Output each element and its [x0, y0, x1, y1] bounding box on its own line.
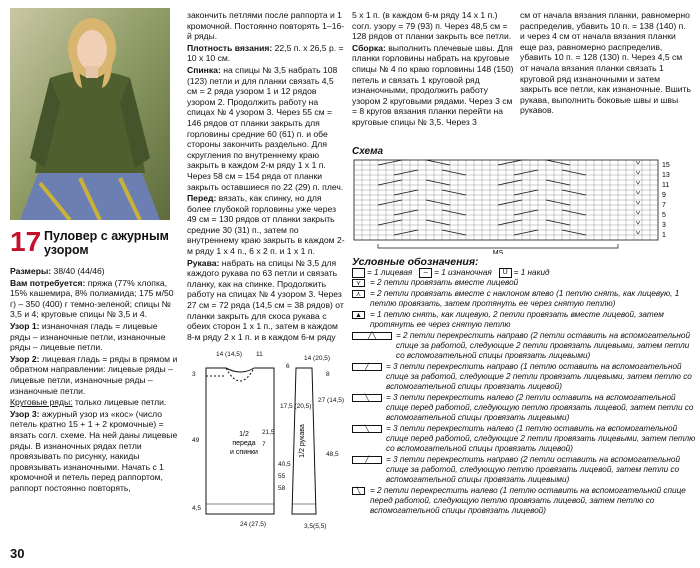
- cable-2-left-icon: ╲: [352, 487, 365, 495]
- chart-row-number: 1: [662, 232, 666, 239]
- pattern3-text: ажурный узор из «кос» (число петель кратно 15 + 1 + 2 кромочные) = вязать согл. схеме. На ней даны лицевые ряды. В изнаночных рядах петли провязывать по рисунку, накиды провязывать изнаночными. Начать с 1 кромочной и петель перед раппортом, раппорт постоянно повторять,: [10, 408, 178, 493]
- dimension-label: 48,5: [326, 451, 339, 458]
- dimension-label: 3,5(5,5): [304, 523, 327, 530]
- dimension-label: 24 (27,5): [240, 521, 267, 528]
- cable-3-left-alt-icon: ╲: [352, 425, 382, 433]
- dimension-label: 14 (20,5): [304, 355, 331, 362]
- dimension-label: 6: [286, 363, 290, 370]
- pattern2-label: Узор 2:: [10, 353, 40, 364]
- legend-k2tog: [352, 278, 697, 288]
- legend-c2l-text: = 2 петли перекрестить налево (1 петлю оставить на вспомогательной спице перед работой, следующую петлю провязать лицевой, затем петлю со вспомогательной спицы провязать лицевой): [370, 486, 686, 516]
- back-text: на спицы № 3,5 набрать 108 (123) петли и для планки связать 4,5 см = 2 ряда узором 1 и 12 рядов узором 2. Продолжить работу на спицах № 4 узором 3. Через 55 см = 146 рядов от планки закрыть для горловины средние 60 (61) п. и обе стороны закончить раздельно. Для скругления по внутреннему краю закрыть в каждом 2-м ряду 1 х 1 п. Через 58 см = 154 ряда от планки закрыть оставшиеся по 22 (29) п. плеч.: [187, 64, 344, 192]
- chart-grid: [352, 158, 682, 254]
- legend-s2kp-text: = 1 петлю снять, как лицевую, 2 петли провязать вместе лицевой, затем протянуть ее через снятую петлю: [370, 310, 664, 330]
- dimension-labels: [192, 351, 344, 530]
- sleeve-label: 1/2 рукава: [299, 424, 306, 458]
- dimension-label: 55: [278, 473, 286, 480]
- chart-row-number: 15: [662, 162, 670, 169]
- sleeves-label: Рукава:: [187, 257, 220, 268]
- rapport-bracket: [378, 244, 618, 248]
- chart-row-number: 5: [662, 212, 666, 219]
- chart-row-number: 7: [662, 202, 666, 209]
- column-4: [520, 10, 692, 117]
- legend-ssk: [352, 289, 697, 309]
- circular-text: только лицевые петли.: [74, 397, 167, 408]
- purl-icon: –: [419, 268, 432, 278]
- yarn-over-icon: U: [499, 268, 512, 278]
- front-text: вязать, как спинку, но для более глубокой горловины уже через 49 см = 130 рядов от планки закрыть средние 30 (31) п., затем по внутреннему краю закрыть в каждом 2-м ряду 1 х 4 п., 6 х 2 п. и 1 х 1 п.: [187, 193, 345, 257]
- circular-label: Круговые ряды:: [10, 397, 73, 408]
- dimension-label: 40,5: [278, 461, 291, 468]
- dimension-label: 17,5 (20,5): [280, 403, 312, 410]
- legend-c3l-text: = 3 петли перекрестить налево (2 петли оставить на вспомогательной спице перед работой, следующую петлю провязать лицевой, затем петли со вспомогательной спицы провязать лицевыми): [386, 393, 694, 423]
- chart-row-number: 11: [662, 182, 670, 189]
- dimension-label: 14 (14,5): [216, 351, 243, 358]
- legend-yo: = 1 накид: [513, 268, 550, 278]
- legend-c3r2-text: = 3 петли перекрестить направо (2 петли оставить на вспомогательной спице за работой, следующую петлю провязать лицевой, затем петли со вспомогательной спицы провязать лицевыми): [386, 455, 681, 485]
- pattern3-label: Узор 3:: [10, 408, 40, 419]
- legend-c3l2: [352, 424, 697, 454]
- page-number: 30: [10, 546, 25, 561]
- legend-c3r-text: = 3 петли перекрестить направо (1 петлю оставить на вспомогательной спице за работой, следующие 2 петли провязать лицевыми, затем петлю со вспомогательной спицы провязать лицевой): [386, 362, 692, 392]
- legend-purl: = 1 изнаночная: [434, 268, 492, 278]
- back-label: Спинка:: [187, 64, 221, 75]
- dimension-label: 4,5: [192, 505, 202, 512]
- column-1: [10, 266, 178, 494]
- ssk-icon: ⋏: [352, 290, 365, 298]
- pattern-diagram: [186, 346, 350, 541]
- legend-c3l: [352, 393, 697, 423]
- cable-4-right-icon: ╱╲: [352, 332, 392, 340]
- column-2: [187, 10, 345, 343]
- legend-basic-row: [352, 268, 697, 278]
- dimension-label: 7: [262, 441, 266, 448]
- legend-c3l2-text: = 3 петли перекрестить налево (1 петлю оставить на вспомогательной спице перед работой, следующие 2 петли провязать лицевыми, затем петлю со вспомогательной спицы провязать лицевой): [386, 424, 696, 454]
- sleeves-text: набрать на спицы № 3,5 для каждого рукава по 63 петли и связать планку, как на спинке. Продолжить работу на спицах № 4 узором 3. Через 27 см = 72 ряда (14,5 см = 38 рядов) от планки закрыть для скоса рукава с обеих сторон 1 х 1 п., затем в каждом 8-м ряду 2 х 1 п. и в каждом 6-м ряду: [187, 257, 344, 342]
- legend-c2r-text: = 2 петли перекрестить направо (2 петли оставить на вспомогательной спице за работой, следующие 2 петли провязать лицевыми, затем петли со вспомогательной спицы провязать лицевыми): [396, 331, 691, 361]
- knit-icon: [352, 268, 365, 278]
- materials-text: пряжа (77% хлопка, 15% кашемира, 8% полиамида; 175 м/50 г) – 350 (400) г темно-зеленой; спицы № 3,5 и 4; круговые спицы № 3,5 и 4.: [10, 277, 174, 320]
- legend-c3r2: [352, 455, 697, 485]
- sizes-text: 38/40 (44/46): [53, 266, 105, 276]
- column-3: [352, 10, 515, 129]
- front-label: Перед:: [187, 193, 217, 204]
- materials-label: Вам потребуется:: [10, 277, 86, 288]
- legend-knit: = 1 лицевая: [367, 268, 413, 278]
- legend-k2tog-text: = 2 петли провязать вместе лицевой: [370, 278, 519, 288]
- rapport-label: MS: [492, 250, 504, 254]
- legend-c2r: [352, 331, 697, 361]
- legend-s2kp: [352, 310, 697, 330]
- chart-row-number: 3: [662, 222, 666, 229]
- col3-continuation: 5 х 1 п. (в каждом 6-м ряду 14 х 1 п.) согл. узору = 79 (93) п. Через 48,5 см = 128 рядов от планки закрыть все петли.: [352, 10, 512, 42]
- pattern1-label: Узор 1:: [10, 320, 40, 331]
- legend: [352, 268, 697, 517]
- sizes-label: Размеры:: [10, 266, 52, 276]
- density-label: Плотность вязания:: [187, 42, 273, 53]
- dimension-label: 49: [192, 437, 200, 444]
- dimension-label: 8: [326, 371, 330, 378]
- pattern2-text: лицевая гладь = ряды в прямом и обратном направлении: лицевые ряды – лицевые петли, изнаночные ряды – изнаночные петли.: [10, 353, 178, 396]
- front-back-label: 1/2 переда и спинки: [230, 431, 258, 456]
- project-number: 17: [10, 226, 42, 257]
- s2kp-icon: ▲: [352, 311, 365, 319]
- density-text: 22,5 п. х 26,5 р. = 10 х 10 см.: [187, 42, 344, 64]
- assembly-text: выполнить плечевые швы. Для планки горловины набрать на круговые спицы № 4 по краю горловины 148 (150) петель и связать 1 круговой ряд изнаночными, продолжить работу узором 2 круговыми рядами. Через 3 см = 8 кругов вязания планки перейти на круговые спицы № 3,5. Через 3: [352, 42, 514, 127]
- knitting-chart: [352, 158, 682, 259]
- pattern1-text: изнаночная гладь = лицевые ряды – изнаночные петли, изнаночные ряды – лицевые петли.: [10, 320, 166, 353]
- dimension-label: 21,5: [262, 429, 275, 436]
- col2-continuation: закончить петлями после раппорта и 1 кромочной. Постоянно повторять 1–16-й ряды.: [187, 10, 345, 42]
- chart-row-number: 9: [662, 192, 666, 199]
- chart-row-number: 13: [662, 172, 670, 179]
- schema-title: Схема: [352, 146, 384, 157]
- dimension-label: 58: [278, 485, 286, 492]
- legend-title: Условные обозначения:: [352, 256, 479, 268]
- project-title: Пуловер с ажурным узором: [44, 229, 169, 257]
- cable-3-right-icon: ╱: [352, 363, 382, 371]
- dimension-label: 3: [192, 371, 196, 378]
- model-photo: [10, 8, 170, 220]
- legend-ssk-text: = 2 петли провязать вместе с наклоном влево (1 петлю снять, как лицевую, 1 петлю провязать, затем протянуть ее через снятую петлю): [370, 289, 680, 309]
- legend-c3r: [352, 362, 697, 392]
- legend-c2l: [352, 486, 697, 516]
- cable-3-left-icon: ╲: [352, 394, 382, 402]
- col4-text: см от начала вязания планки, равномерно распределив, убавить 10 п. = 138 (140) п. и через 4 см от начала вязания планки еще раз, равномерно распределив, убавить 10 п. = 128 (130) п. Через 4,5 см от начала вязания планки связать 1 круговой ряд изнаночными и затем закрыть все петли, как изнаночные. Вшить рукава, выполнить боковые швы и швы рукавов.: [520, 10, 691, 116]
- k2tog-icon: ⋎: [352, 279, 365, 287]
- dimension-label: 11: [256, 351, 263, 358]
- assembly-label: Сборка:: [352, 42, 386, 53]
- dimension-label: 27 (14,5): [318, 397, 345, 404]
- cable-3-right-alt-icon: ╱: [352, 456, 382, 464]
